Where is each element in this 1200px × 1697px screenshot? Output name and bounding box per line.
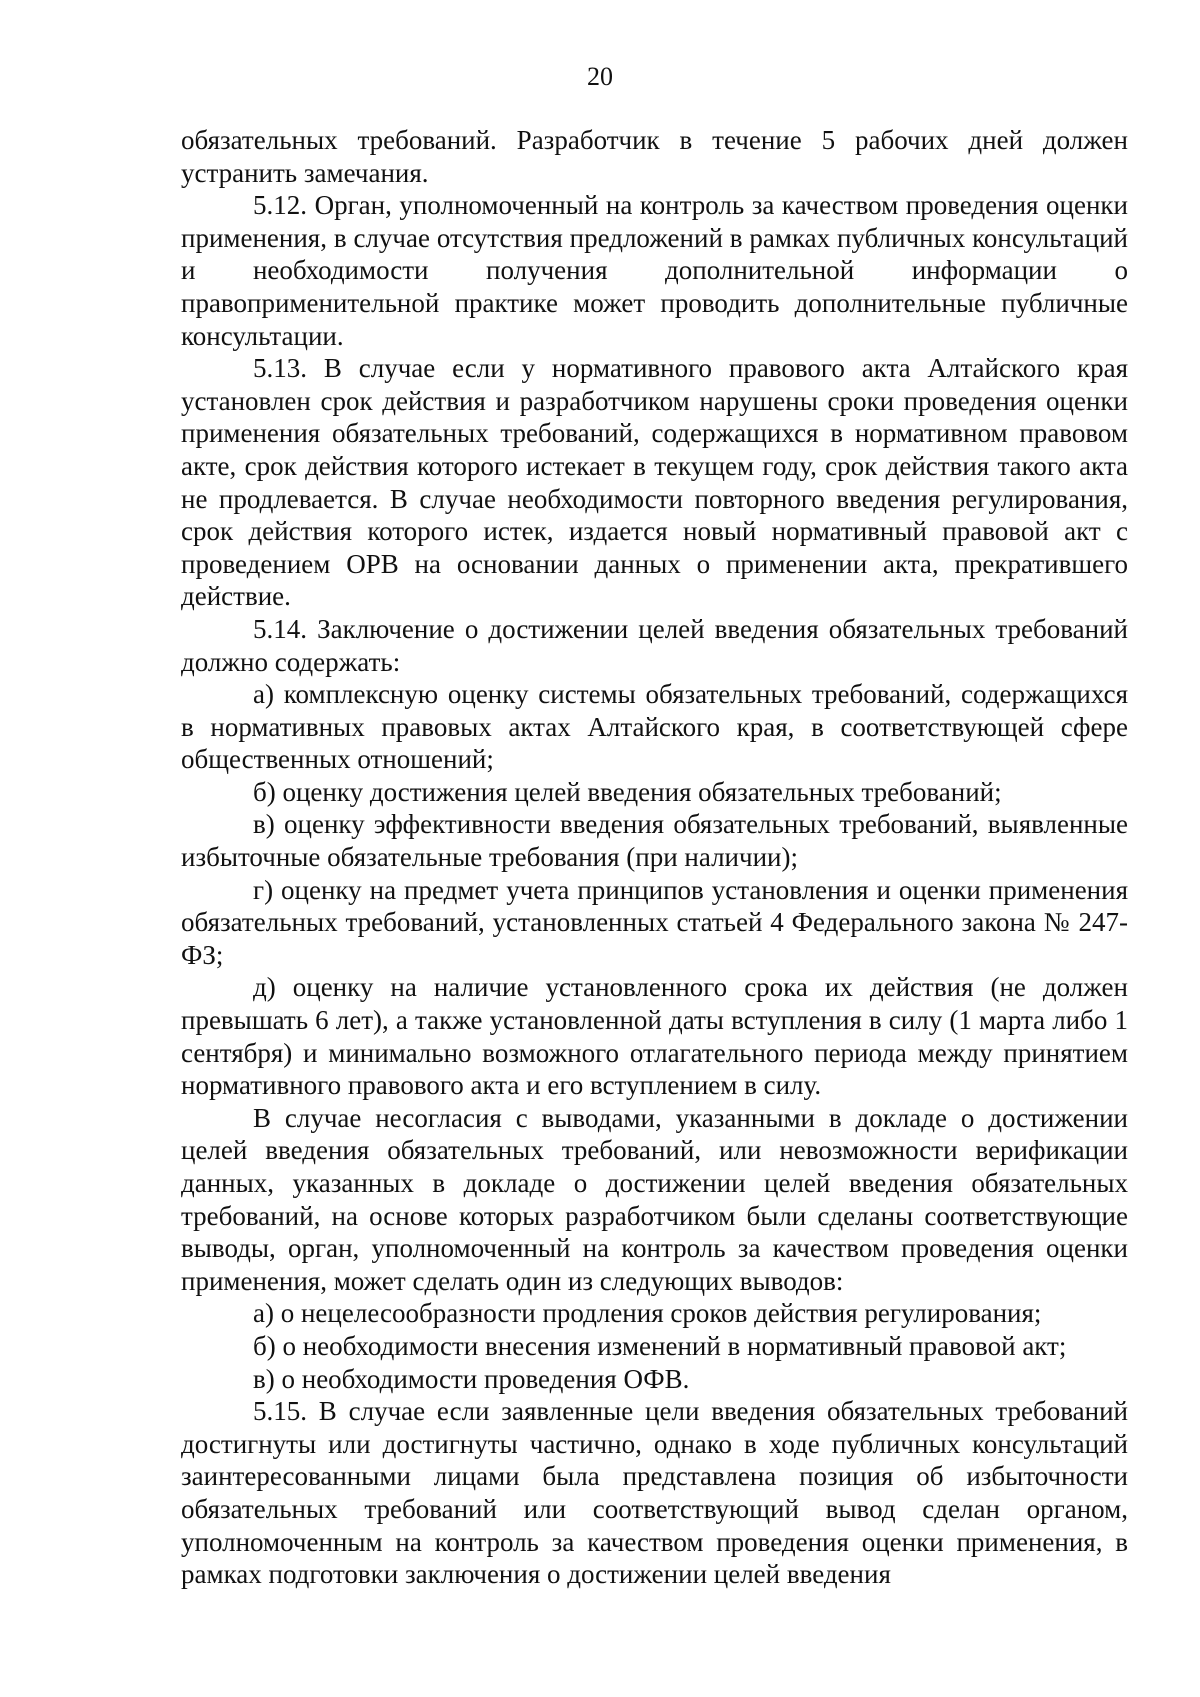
page-number: 20 — [587, 62, 613, 91]
list-item-v: в) оценку эффективности введения обязательных требований, выявленные избыточные обязательные требования (при наличии); — [181, 809, 1128, 873]
conclusion-item-a: а) о нецелесообразности продления сроков действия регулирования; — [253, 1298, 1042, 1329]
conclusion-item-v: в) о необходимости проведения ОФВ. — [253, 1363, 690, 1394]
list-item-a: а) комплексную оценку системы обязательных требований, содержащихся в нормативных правовых актах Алтайского края, в соответствующей сфере общественных отношений; — [181, 679, 1128, 775]
document-body — [181, 124, 1128, 1591]
list-item-b: б) оценку достижения целей введения обязательных требований; — [253, 776, 1002, 807]
list-item-d: д) оценку на наличие установленного срока их действия (не должен превышать 6 лет), а также установленной даты вступления в силу (1 марта либо 1 сентября) и минимально возможного отлагательного периода между принятием нормативного правового акта и его вступлением в силу. — [181, 972, 1128, 1101]
paragraph-continuation: обязательных требований. Разработчик в течение 5 рабочих дней должен устранить замечания. — [181, 125, 1128, 188]
paragraph-5-14: 5.14. Заключение о достижении целей введения обязательных требований должно содержать: — [181, 613, 1128, 677]
list-item-g: г) оценку на предмет учета принципов установления и оценки применения обязательных требований, установленных статьей 4 Федерального закона № 247-ФЗ; — [181, 874, 1128, 970]
paragraph-5-13: 5.13. В случае если у нормативного правового акта Алтайского края установлен срок действия и разработчиком нарушены сроки проведения оценки применения обязательных требований, содержащихся в нормативном правовом акте, срок действия которого истекает в текущем году, срок действия такого акта не продлевается. В случае необходимости повторного введения регулирования, срок действия которого истек, издается новый нормативный правовой акт с проведением ОРВ на основании данных о применении акта, прекратившего действие. — [181, 353, 1128, 612]
paragraph-5-12: 5.12. Орган, уполномоченный на контроль за качеством проведения оценки применения, в случае отсутствия предложений в рамках публичных консультаций и необходимости получения дополнительной информации о правоприменительной практике может проводить дополнительные публичные консультации. — [181, 190, 1128, 351]
paragraph-disagreement: В случае несогласия с выводами, указанными в докладе о достижении целей введения обязательных требований, или невозможности верификации данных, указанных в докладе о достижении целей введения обязательных требований, на основе которых разработчиком были сделаны соответствующие выводы, орган, уполномоченный на контроль за качеством проведения оценки применения, может сделать один из следующих выводов: — [181, 1102, 1128, 1296]
paragraph-5-15: 5.15. В случае если заявленные цели введения обязательных требований достигнуты или достигнуты частично, однако в ходе публичных консультаций заинтересованными лицами была представлена позиция об избыточности обязательных требований или соответствующий вывод сделан органом, уполномоченным на контроль за качеством проведения оценки применения, в рамках подготовки заключения о достижении целей введения — [181, 1396, 1128, 1590]
conclusion-item-b: б) о необходимости внесения изменений в нормативный правовой акт; — [253, 1330, 1067, 1361]
